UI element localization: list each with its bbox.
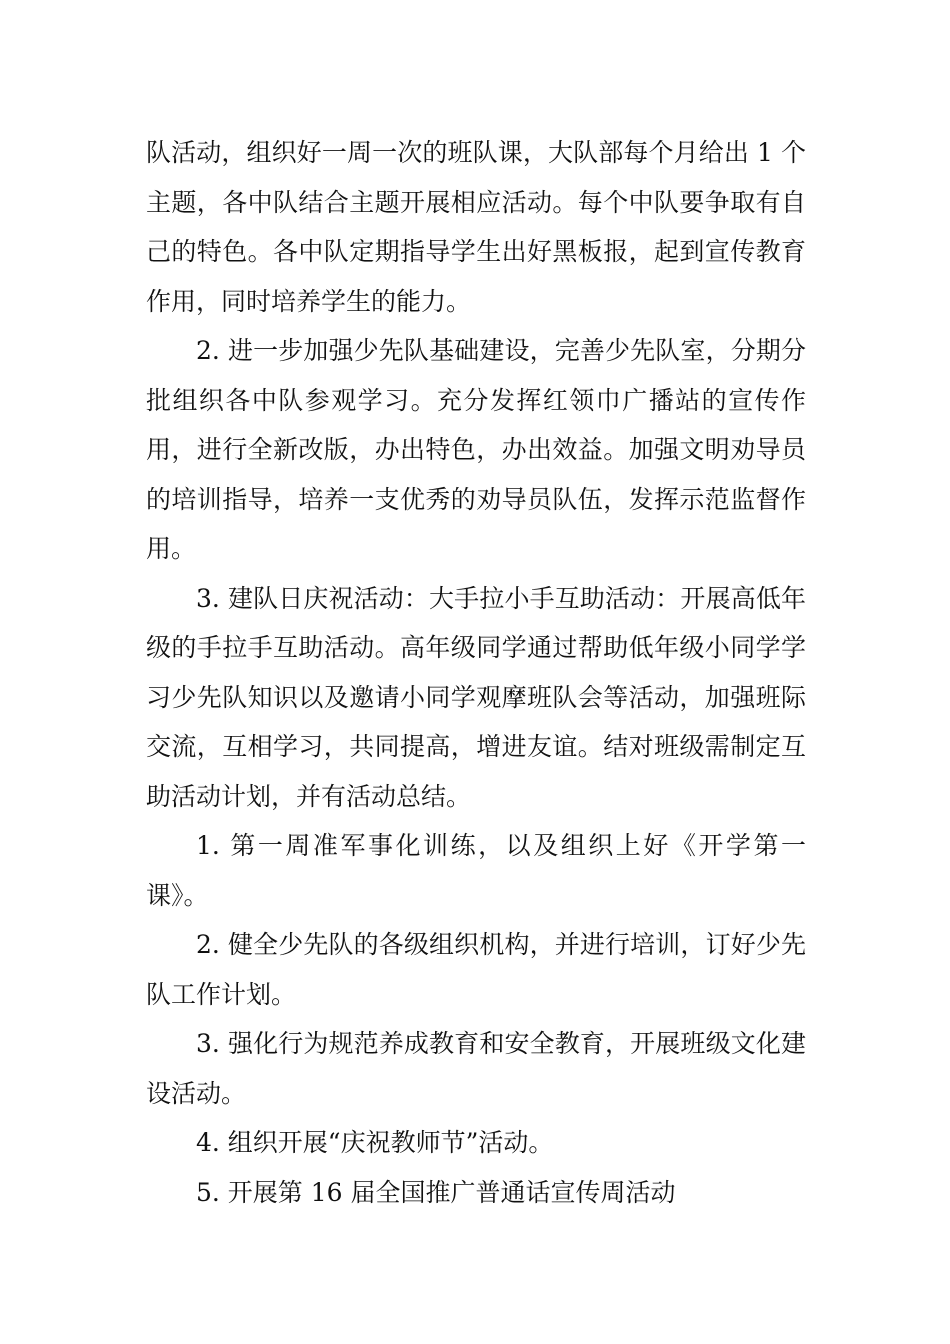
document-body xyxy=(146,128,806,1217)
paragraph-7: 4. 组织开展“庆祝教师节”活动。 xyxy=(196,1128,554,1157)
paragraph-8: 5. 开展第 16 届全国推广普通话宣传周活动 xyxy=(196,1177,676,1207)
paragraph-5: 2. 健全少先队的各级组织机构，并进行培训，订好少先队工作计划。 xyxy=(146,930,806,1009)
paragraph-1: 队活动，组织好一周一次的班队课，大队部每个月给出 1 个主题，各中队结合主题开展相应活动。每个中队要争取有自己的特色。各中队定期指导学生出好黑板报，起到宣传教育作用，同时培养学生的能力。 xyxy=(146,138,806,316)
paragraph-2: 2. 进一步加强少先队基础建设，完善少先队室，分期分批组织各中队参观学习。充分发挥红领巾广播站的宣传作用，进行全新改版，办出特色，办出效益。加强文明劝导员的培训指导，培养一支优秀的劝导员队伍，发挥示范监督作用。 xyxy=(146,336,806,563)
paragraph-6: 3. 强化行为规范养成教育和安全教育，开展班级文化建设活动。 xyxy=(146,1029,806,1108)
paragraph-3: 3. 建队日庆祝活动：大手拉小手互助活动：开展高低年级的手拉手互助活动。高年级同学通过帮助低年级小同学学习少先队知识以及邀请小同学观摩班队会等活动，加强班际交流，互相学习，共同提高，增进友谊。结对班级需制定互助活动计划，并有活动总结。 xyxy=(146,583,806,811)
paragraph-4: 1. 第一周准军事化训练，以及组织上好《开学第一课》。 xyxy=(146,831,806,910)
